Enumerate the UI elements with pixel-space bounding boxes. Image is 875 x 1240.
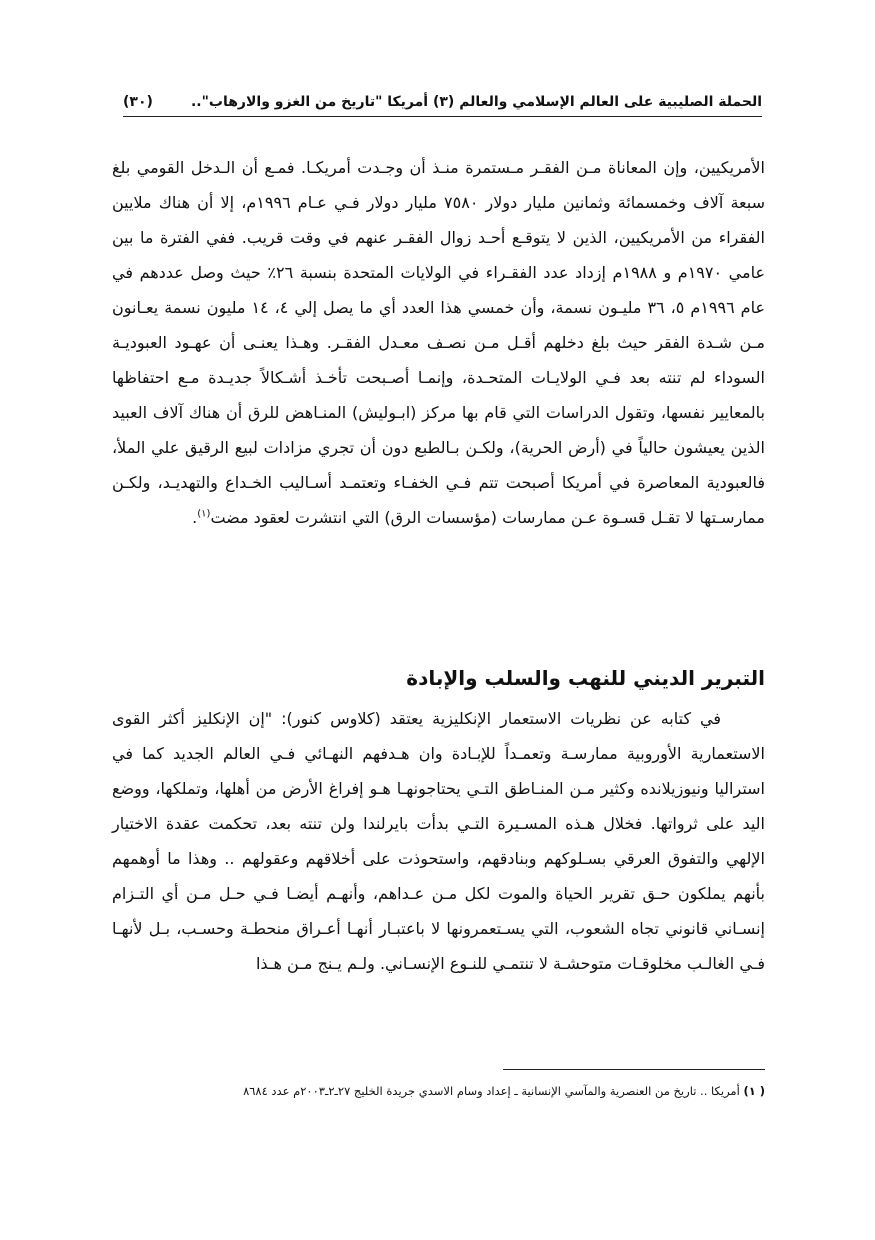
footnote-mark: ( ١) — [743, 1084, 765, 1098]
paragraph-1-end: . — [192, 508, 198, 527]
paragraph-2-text: في كتابه عن نظريات الاستعمار الإنكليزية يعتقد (كلاوس كنور): "إن الإنكليز أكثر القوى الاستعمارية الأوروبية ممارسـة وتعمـداً للإبـادة وان هـدفهم النهـائي فـي العالم الجديد كما في استراليا ونيوزيلانده وكثير مـن المنـاطق التـي يحتاجونهـا هـو إفراغ الأرض من أهلها، وتملكها، ووضع اليد على ثرواتها. فخلال هـذه المسـيرة التـي بدأت بايرلندا ولن تنته بعد، تحكمت عقدة الاختيار الإلهي والتفوق العرقي بسـلوكهم وبنادقهم، واستحوذت على أخلاقهم وعقولهم .. وهذا ما أوهمهم بأنهم يملكون حـق تقرير الحياة والموت لكل مـن عـداهم، وأنهـم أيضـا فـي حـل مـن أي التـزام إنسـاني قانوني تجاه الشعوب، التي يسـتعمرونها لا باعتبـار أنهـا أعـراق منحطـة وحسـب، بـل لأنهـا فـي الغالـب مخلوقـات متوحشـة لا تنتمـي للنـوع الإنسـاني. ولـم يـنج مـن هـذا — [112, 709, 765, 973]
running-header — [123, 88, 762, 117]
body-paragraph-1 — [112, 150, 765, 535]
header-title: الحملة الصليبية على العالم الإسلامي والعالم (٣) أمريكا "تاريخ من الغزو والارهاب".. — [190, 94, 762, 110]
section-heading: التبرير الديني للنهب والسلب والإبادة — [406, 666, 765, 690]
body-paragraph-2 — [112, 701, 765, 981]
paragraph-text — [112, 150, 765, 535]
footnote-reference: (١) — [197, 508, 211, 520]
paragraph-1-text: الأمريكيين، وإن المعاناة مـن الفقـر مـستمرة منـذ أن وجـدت أمريكـا. فمـع أن الـدخل القومي بلغ سبعة آلاف وخمسمائة وثمانين مليار دولار ٧٥٨٠ مليار دولار فـي عـام ١٩٩٦م، إلا أن هناك ملايين الفقراء من الأمريكيين، الذين لا يتوقـع أحـد زوال الفقـر عنهم في وقت قريب. ففي الفترة ما بين عامي ١٩٧٠م و ١٩٨٨م إزداد عدد الفقـراء في الولايات المتحدة بنسبة ٢٦٪ حيث وصل عددهم في عام ١٩٩٦م ٥، ٣٦ مليـون نسمة، وأن خمسي هذا العدد أي ما يصل إلي ٤، ١٤ مليون نسمة يعـانون مـن شـدة الفقر حيث بلغ دخلهم أقـل مـن نصـف معـدل الفقـر. وهـذا يعنـى أن عهـود العبوديـة السوداء لم تنته بعد فـي الولايـات المتحـدة، وإنمـا أصـبحت تأخـذ أشـكالاً جديـدة مـع احتفاظها بالمعايير نفسها، وتقول الدراسات التي قام بها مركز (ابـوليش) المنـاهض للرق أن هناك آلاف العبيد الذين يعيشون حالياً في (أرض الحرية)، ولكـن بـالطبع دون أن تجري مزادات لبيع الرقيق علي الملأ، فالعبودية المعاصرة في أمريكا أصبحت تتم فـي الخفـاء وتعتمـد أسـاليب الخـداع والتهديـد، ولكـن ممارسـتها لا تقـل قسـوة عـن ممارسات (مؤسسات الرق) التي انتشرت لعقود مضت — [112, 158, 766, 527]
footnote-text: أمريكا .. تاريخ من العنصرية والمآسي الإنسانية ـ إعداد وسام الاسدي جريدة الخليج ٢٧ـ٢ـ٢٠٠٣م عدد ٨٦٨٤ — [243, 1084, 740, 1098]
footnote — [112, 1078, 765, 1104]
page-number: (٣٠) — [123, 94, 153, 110]
footnote-divider — [503, 1069, 765, 1070]
